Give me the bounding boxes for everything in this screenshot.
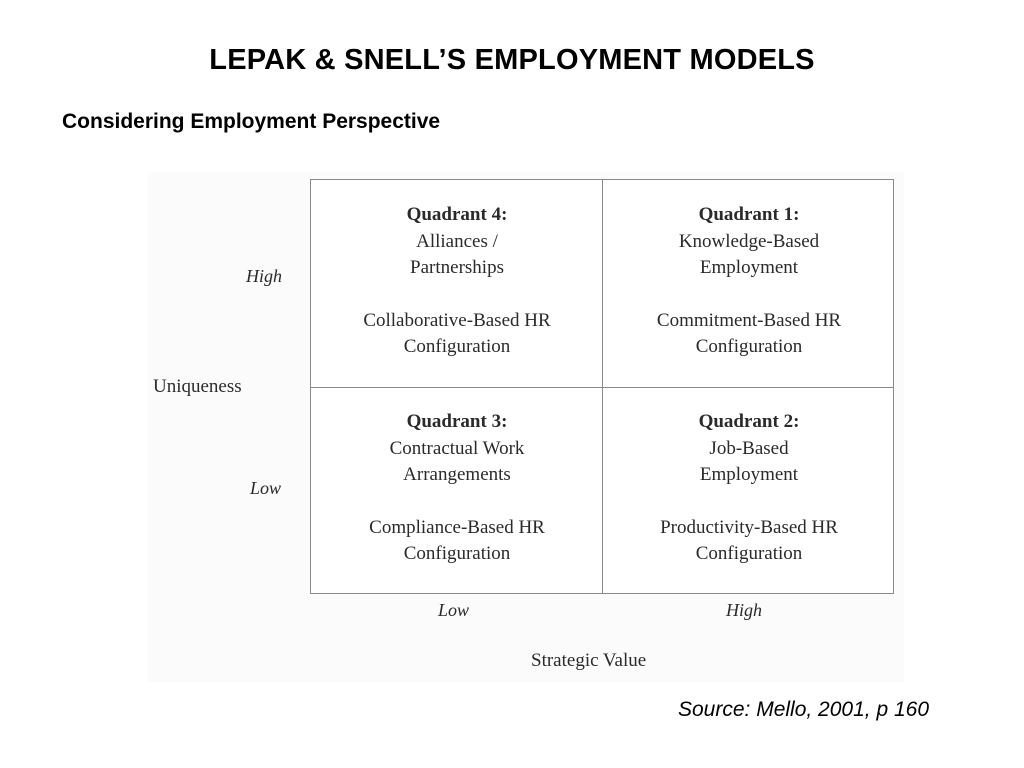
quadrant-3-hr-line-1: Compliance-Based HR	[369, 516, 545, 538]
x-axis-label: Strategic Value	[531, 650, 647, 671]
source-citation: Source: Mello, 2001, p 160	[678, 698, 929, 721]
quadrant-3-hr-line-2: Configuration	[403, 543, 511, 564]
quadrant-3-model-line-2: Arrangements	[403, 464, 511, 485]
quadrant-1-model-line-1: Knowledge-Based	[678, 230, 820, 252]
slide-subtitle: Considering Employment Perspective	[62, 110, 441, 133]
quadrant-4-hr-line-1: Collaborative-Based HR	[363, 309, 551, 331]
slide-title: LEPAK & SNELL’S EMPLOYMENT MODELS	[209, 44, 815, 76]
quadrant-2-hr-line-1: Productivity-Based HR	[660, 516, 838, 538]
quadrant-4-hr-line-2: Configuration	[403, 336, 511, 357]
quadrant-1	[603, 202, 895, 361]
x-axis-low-label: Low	[438, 600, 470, 620]
quadrant-3-model-line-1: Contractual Work	[389, 437, 525, 459]
quadrant-1-heading: Quadrant 1:	[698, 204, 800, 225]
quadrant-grid	[310, 179, 894, 594]
quadrant-4-heading: Quadrant 4:	[406, 204, 508, 225]
quadrant-4-model-line-1: Alliances /	[416, 230, 498, 252]
quadrant-1-hr-line-2: Configuration	[695, 336, 803, 357]
quadrant-2-hr-line-2: Configuration	[695, 543, 803, 564]
quadrant-4-model-line-2: Partnerships	[410, 257, 504, 278]
quadrant-4	[311, 202, 603, 361]
y-axis-high-label: High	[246, 266, 282, 286]
y-axis-label: Uniqueness	[153, 376, 242, 397]
quadrant-2-heading: Quadrant 2:	[698, 411, 800, 432]
quadrant-2	[603, 409, 895, 568]
quadrant-2-model-line-1: Job-Based	[709, 437, 789, 459]
quadrant-1-hr-line-1: Commitment-Based HR	[656, 309, 842, 331]
y-axis-low-label: Low	[250, 478, 282, 498]
quadrant-3	[311, 409, 603, 568]
x-axis-high-label: High	[726, 600, 762, 620]
quadrant-1-model-line-2: Employment	[699, 257, 799, 278]
quadrant-3-heading: Quadrant 3:	[406, 411, 508, 432]
quadrant-2-model-line-2: Employment	[699, 464, 799, 485]
grid-horizontal-divider	[311, 387, 893, 388]
